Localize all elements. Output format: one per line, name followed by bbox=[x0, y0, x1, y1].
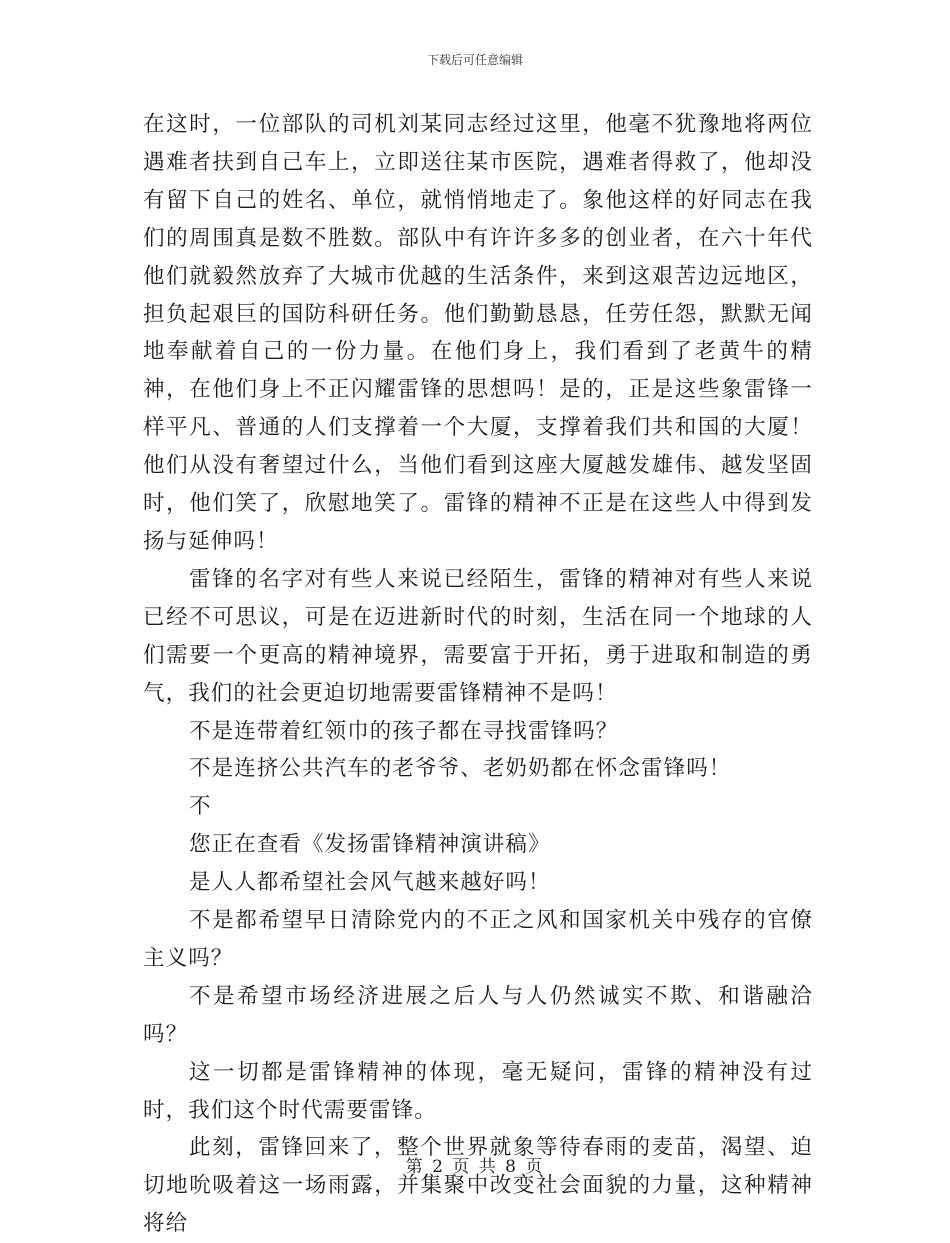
paragraph-5: 不 bbox=[189, 794, 212, 820]
paragraph-3: 不是连带着红领巾的孩子都在寻找雷锋吗？ bbox=[189, 718, 619, 744]
page-footer: 第 2 页 共 8 页 bbox=[405, 1157, 545, 1177]
paragraph-8: 不是都希望早日清除党内的不正之风和国家机关中残存的官僚主义吗？ bbox=[143, 908, 813, 971]
document-body bbox=[143, 106, 813, 1243]
page-header: 下载后可任意编辑 bbox=[426, 53, 523, 67]
paragraph-2: 雷锋的名字对有些人来说已经陌生，雷锋的精神对有些人来说已经不可思议，可是在迈进新时代的时刻，生活在同一个地球的人们需要一个更高的精神境界，需要富于开拓，勇于进取和制造的勇气，我们的社会更迫切地需要雷锋精神不是吗！ bbox=[143, 566, 813, 706]
paragraph-4: 不是连挤公共汽车的老爷爷、老奶奶都在怀念雷锋吗！ bbox=[189, 756, 732, 782]
paragraph-11: 此刻，雷锋回来了，整个世界就象等待春雨的麦苗，渴望、迫切地吮吸着这一场雨露，并集聚中改变社会面貌的力量，这种精神将给 bbox=[143, 1135, 813, 1237]
paragraph-7: 是人人都希望社会风气越来越好吗！ bbox=[189, 870, 551, 896]
paragraph-9: 不是希望市场经济进展之后人与人仍然诚实不欺、和谐融洽吗？ bbox=[143, 983, 813, 1047]
paragraph-10: 这一切都是雷锋精神的体现，毫无疑问，雷锋的精神没有过时，我们这个时代需要雷锋。 bbox=[143, 1059, 813, 1123]
paragraph-6: 您正在查看《发扬雷锋精神演讲稿》 bbox=[189, 832, 551, 858]
paragraph-1: 在这时，一位部队的司机刘某同志经过这里，他毫不犹豫地将两位遇难者扶到自己车上，立即送往某市医院，遇难者得救了，他却没有留下自己的姓名、单位，就悄悄地走了。象他这样的好同志在我们的周围真是数不胜数。部队中有许许多多的创业者，在六十年代他们就毅然放弃了大城市优越的生活条件，来到这艰苦边远地区，担负起艰巨的国防科研任务。他们勤勤恳恳，任劳任怨，默默无闻地奉献着自己的一份力量。在他们身上，我们看到了老黄牛的精神，在他们身上不正闪耀雷锋的思想吗！是的，正是这些象雷锋一样平凡、普通的人们支撑着一个大厦，支撑着我们共和国的大厦！他们从没有奢望过什么，当他们看到这座大厦越发雄伟、越发坚固时，他们笑了，欣慰地笑了。雷锋的精神不正是在这些人中得到发扬与延伸吗！ bbox=[143, 112, 813, 554]
